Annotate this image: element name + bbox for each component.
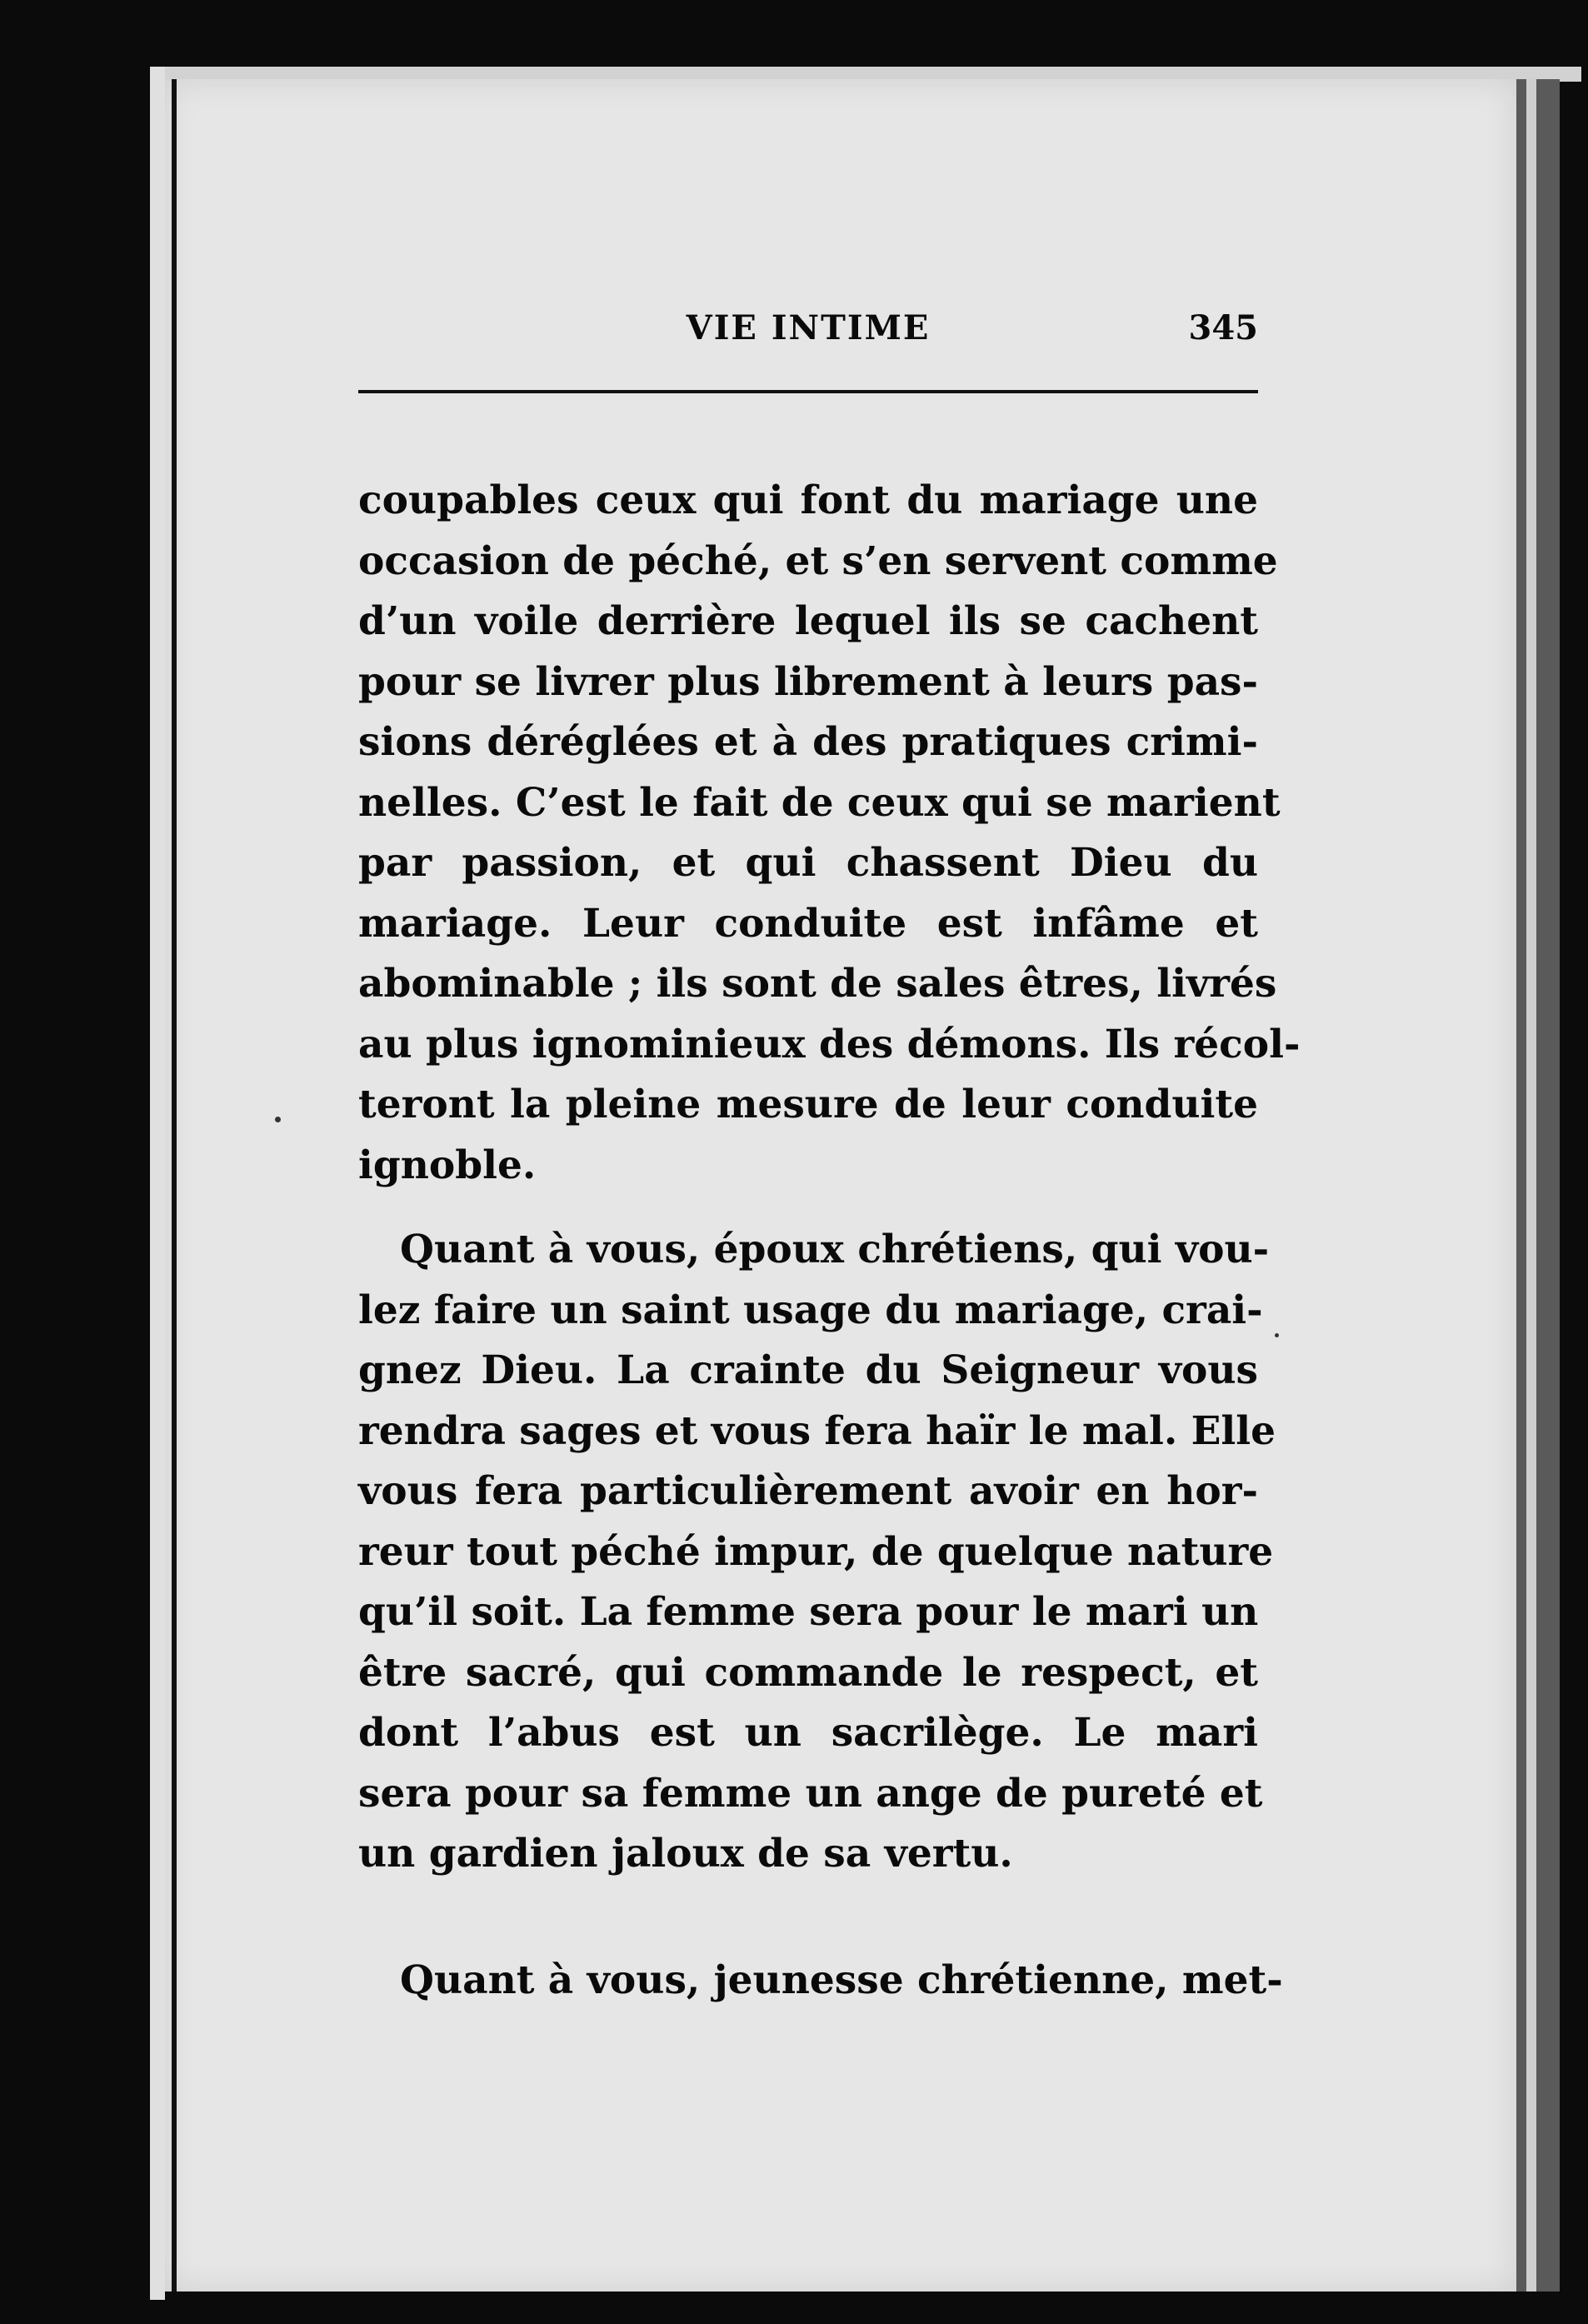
- page-number: 345: [1188, 308, 1258, 347]
- text-line: lez faire un saint usage du mariage, crai-: [358, 1287, 1263, 1333]
- scan-gutter-line: [172, 79, 177, 2292]
- text-line: occasion de péché, et s’en servent comme: [358, 537, 1278, 584]
- text-line: Quant à vous, jeunesse chrétienne, met-: [400, 1957, 1283, 2003]
- text-line: Quant à vous, époux chrétiens, qui vou-: [400, 1227, 1270, 1272]
- scan-binding-right: [1516, 79, 1560, 2292]
- text-line: être sacré, qui commande le respect, et: [358, 1649, 1258, 1696]
- text-line: gnez Dieu. La crainte du Seigneur vous: [358, 1347, 1258, 1393]
- text-line: teront la pleine mesure de leur conduite: [358, 1082, 1258, 1127]
- paragraph-1: [358, 471, 1301, 1196]
- text-line: abominable ; ils sont de sales êtres, livrés: [358, 961, 1277, 1007]
- paragraph-3: [358, 1951, 1283, 2012]
- text-line: qu’il soit. La femme sera pour le mari un: [358, 1589, 1259, 1635]
- text-line: nelles. C’est le fait de ceux qui se marient: [358, 779, 1281, 826]
- text-line: mariage. Leur conduite est infâme et: [358, 900, 1258, 947]
- text-line: pour se livrer plus librement à leurs pas-: [358, 658, 1258, 705]
- text-line: sera pour sa femme un ange de pureté et: [358, 1770, 1263, 1817]
- running-head-title: VIE INTIME: [686, 308, 931, 347]
- scan-page-edge-right: [1526, 79, 1536, 2292]
- text-line: sions déréglées et à des pratiques crimi-: [358, 719, 1258, 765]
- scan-speck: [275, 1117, 281, 1122]
- running-head: [358, 308, 1258, 358]
- text-line: coupables ceux qui font du mariage une: [358, 477, 1258, 523]
- text-line: au plus ignominieux des démons. Ils récol-: [358, 1021, 1301, 1067]
- text-line: dont l’abus est un sacrilège. Le mari: [358, 1710, 1258, 1756]
- text-line: un gardien jaloux de sa vertu.: [358, 1831, 1013, 1877]
- header-rule: [358, 390, 1258, 393]
- paragraph-2: [358, 1220, 1276, 1885]
- text-line: par passion, et qui chassent Dieu du: [358, 840, 1258, 886]
- scan-speck: [1275, 1333, 1279, 1337]
- text-line: vous fera particulièrement avoir en hor-: [358, 1468, 1258, 1514]
- text-line: rendra sages et vous fera haïr le mal. Elle: [358, 1407, 1276, 1454]
- text-line: ignoble.: [358, 1142, 537, 1188]
- text-line: reur tout péché impur, de quelque nature: [358, 1528, 1274, 1575]
- scan-margin-left: [150, 67, 165, 2300]
- text-line: d’un voile derrière lequel ils se cachent: [358, 598, 1258, 644]
